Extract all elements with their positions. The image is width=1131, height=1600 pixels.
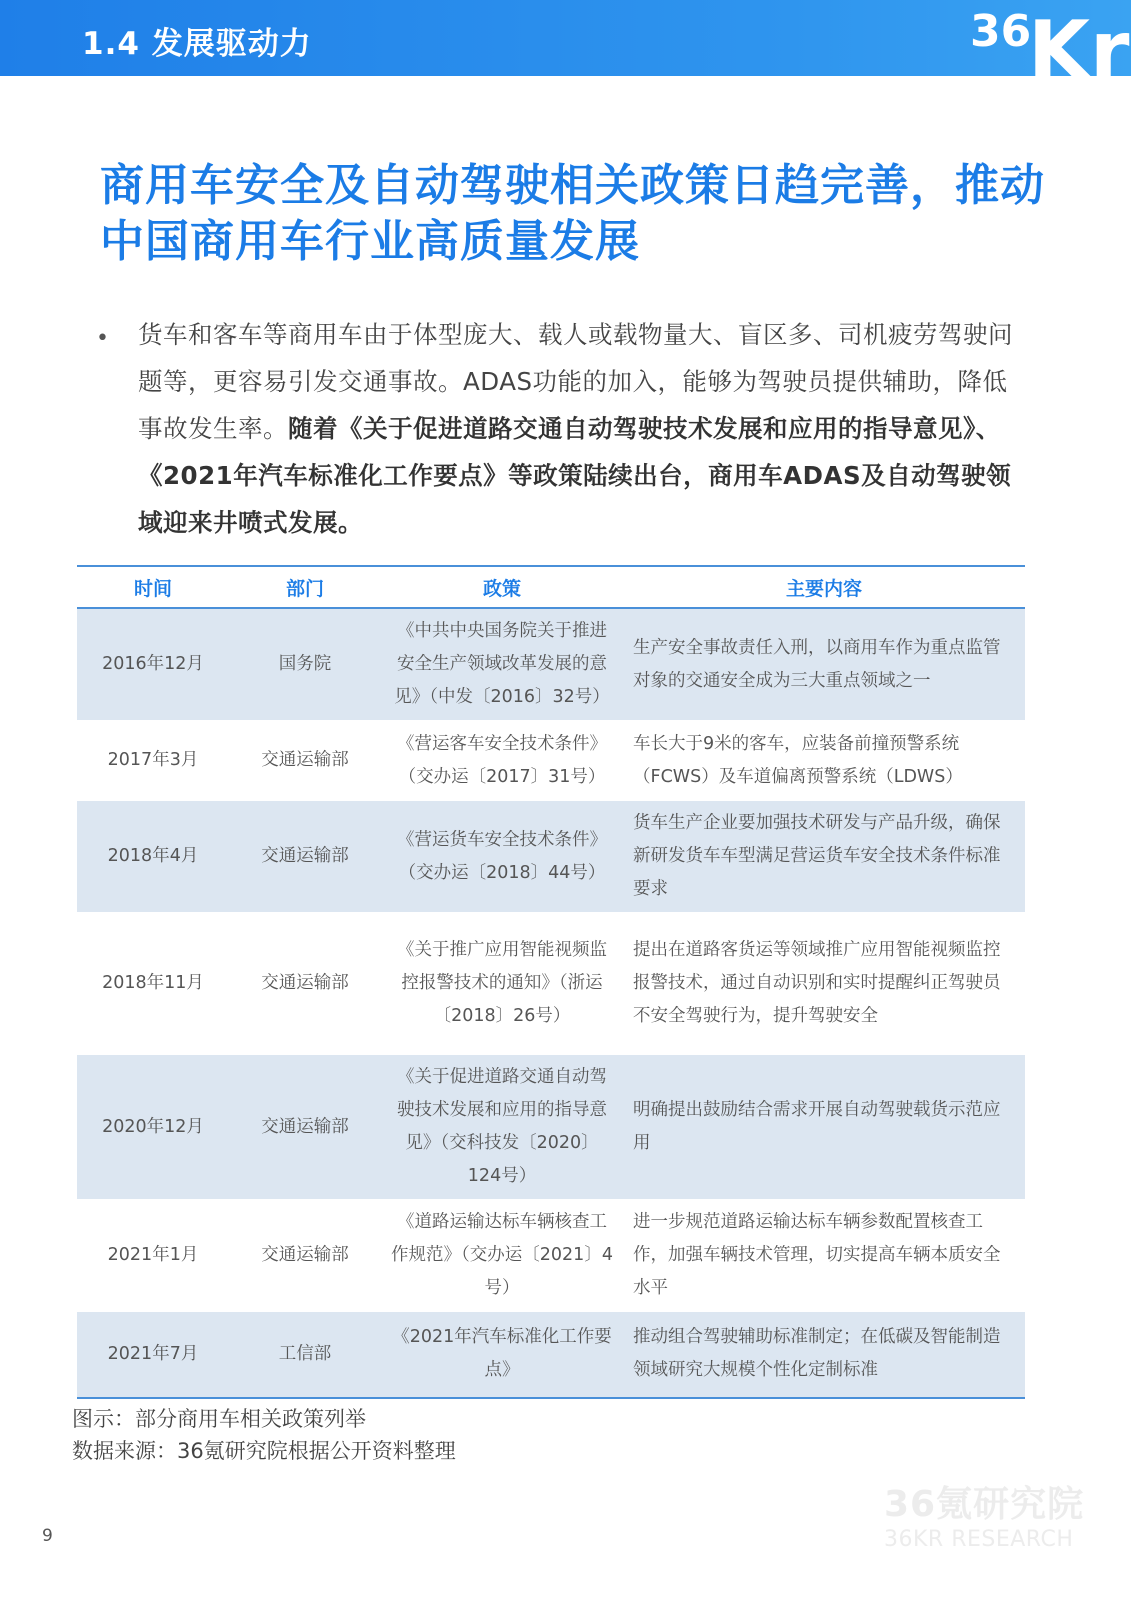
cell-department: 交通运输部	[229, 1055, 381, 1200]
table-row	[77, 913, 1025, 1055]
cell-policy: 《道路运输达标车辆核查工作规范》（交办运〔2021〕4号）	[381, 1200, 623, 1312]
table-row	[77, 1200, 1025, 1312]
table-row	[77, 721, 1025, 801]
cell-policy: 《关于促进道路交通自动驾驶技术发展和应用的指导意见》（交科技发〔2020〕124号）	[381, 1055, 623, 1200]
cell-time: 2018年4月	[77, 801, 229, 913]
intro-paragraph	[138, 311, 1018, 546]
header-content: 主要内容	[623, 566, 1025, 608]
section-title: 1.4 发展驱动力	[82, 26, 312, 62]
cell-content: 进一步规范道路运输达标车辆参数配置核查工作，加强车辆技术管理，切实提高车辆本质安全水平	[623, 1200, 1025, 1312]
table-header-row	[77, 566, 1025, 608]
table-row	[77, 1055, 1025, 1200]
cell-department: 交通运输部	[229, 801, 381, 913]
table-row	[77, 801, 1025, 913]
cell-time: 2017年3月	[77, 721, 229, 801]
cell-policy: 《中共中央国务院关于推进安全生产领域改革发展的意见》（中发〔2016〕32号）	[381, 608, 623, 721]
cell-time: 2021年1月	[77, 1200, 229, 1312]
logo-kr: Kr	[1028, 4, 1130, 97]
36kr-logo	[966, 2, 1130, 97]
table-row	[77, 608, 1025, 721]
cell-content: 推动组合驾驶辅助标准制定；在低碳及智能制造领域研究大规模个性化定制标准	[623, 1312, 1025, 1398]
watermark-line1: 36氪研究院	[884, 1484, 1085, 1525]
watermark-line2: 36KR RESEARCH	[884, 1527, 1074, 1552]
cell-department: 交通运输部	[229, 913, 381, 1055]
header-department: 部门	[229, 566, 381, 608]
cell-content: 车长大于9米的客车，应装备前撞预警系统（FCWS）及车道偏离预警系统（LDWS）	[623, 721, 1025, 801]
page-title: 商用车安全及自动驾驶相关政策日趋完善，推动中国商用车行业高质量发展	[100, 160, 1045, 267]
cell-policy: 《关于推广应用智能视频监控报警技术的通知》（浙运〔2018〕26号）	[381, 913, 623, 1055]
cell-policy: 《2021年汽车标准化工作要点》	[381, 1312, 623, 1398]
bullet-icon: •	[96, 326, 109, 351]
header-bar	[0, 0, 1131, 97]
cell-content: 明确提出鼓励结合需求开展自动驾驶载货示范应用	[623, 1055, 1025, 1200]
cell-department: 交通运输部	[229, 721, 381, 801]
cell-time: 2021年7月	[77, 1312, 229, 1398]
caption-source: 数据来源：36氪研究院根据公开资料整理	[72, 1439, 456, 1463]
cell-department: 工信部	[229, 1312, 381, 1398]
watermark	[884, 1476, 1084, 1552]
intro-bold-text: 随着《关于促进道路交通自动驾驶技术发展和应用的指导意见》、《2021年汽车标准化工作要点》等政策陆续出台，商用车ADAS及自动驾驶领域迎来井喷式发展。	[138, 414, 1012, 537]
policy-table	[77, 565, 1025, 1399]
cell-policy: 《营运客车安全技术条件》（交办运〔2017〕31号）	[381, 721, 623, 801]
cell-policy: 《营运货车安全技术条件》（交办运〔2018〕44号）	[381, 801, 623, 913]
cell-department: 交通运输部	[229, 1200, 381, 1312]
logo-36: 36	[970, 6, 1032, 57]
figure-caption	[72, 1403, 456, 1467]
cell-content: 提出在道路客货运等领域推广应用智能视频监控报警技术，通过自动识别和实时提醒纠正驾驶员不安全驾驶行为，提升驾驶安全	[623, 913, 1025, 1055]
cell-department: 国务院	[229, 608, 381, 721]
cell-content: 生产安全事故责任入刑，以商用车作为重点监管对象的交通安全成为三大重点领域之一	[623, 608, 1025, 721]
cell-time: 2016年12月	[77, 608, 229, 721]
table-row	[77, 1312, 1025, 1398]
cell-time: 2018年11月	[77, 913, 229, 1055]
intro-normal-text: 货车和客车等商用车由于体型庞大、载人或载物量大、盲区多、司机疲劳驾驶问题等，更容易引发交通事故。ADAS功能的加入，能够为驾驶员提供辅助，降低事故发生率。	[138, 320, 1013, 443]
page-number: 9	[42, 1526, 53, 1546]
cell-time: 2020年12月	[77, 1055, 229, 1200]
header-time: 时间	[77, 566, 229, 608]
header-policy: 政策	[381, 566, 623, 608]
caption-figure: 图示：部分商用车相关政策列举	[72, 1407, 366, 1431]
cell-content: 货车生产企业要加强技术研发与产品升级，确保新研发货车车型满足营运货车安全技术条件标准要求	[623, 801, 1025, 913]
